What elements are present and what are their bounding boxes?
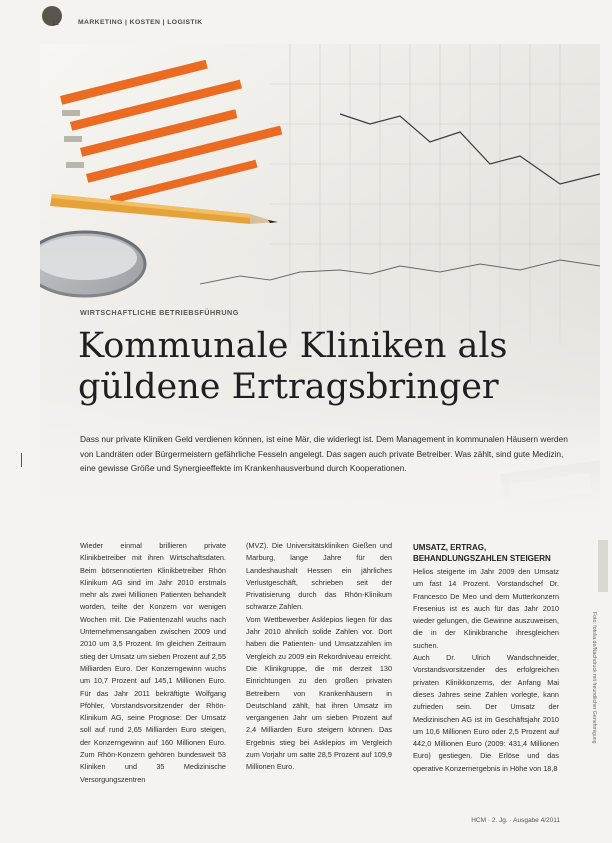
photo-credit-text: Foto: fotolia.de/Nachdruck mit freundlicher Genehmigung	[591, 612, 597, 744]
article-headline: Kommunale Kliniken als güldene Ertragsbringer	[78, 326, 508, 407]
article-column-3: Helios steigerte im Jahr 2009 den Umsatz um fast 14 Prozent. Vorstandschef Dr. Francesco De Meo und dem Mutterkonzern Fresenius ist es auch für das Jahr 2010 wieder gelungen, die Gewinne auszuweisen, die in der Klinikbranche ihresgleichen suchen. Auch Dr. Ulrich Wandschneider, Vorstandsvorsitzender des erfolgreichen privaten Klinikkonzerns, der Anfang Mai dieses Jahres seine Zahlen vorlegte, kann zufrieden sein. Der Umsatz der Medizinischen AG ist im Geschäftsjahr 2010 um 10,6 Millionen Euro oder 2,5 Prozent auf 442,0 Millionen Euro (2009: 431,4 Millionen Euro) gestiegen. Die Erlöse und das operative Konzernergebnis in Höhe von 18,8	[413, 567, 559, 773]
article-lead: Dass nur private Kliniken Geld verdienen können, ist eine Mär, die widerlegt ist. Dem Management in kommunalen Häusern werden von Landräten oder Bürgermeistern gefährliche Fesseln angelegt. Das sagen auch private Betreiber. Was zählt, sind gute Medizin, eine gewisse Größe und Synergieeffekte im Krankenhausverbund durch Kooperationen.	[80, 434, 568, 473]
page-footer: HCM · 2. Jg. · Ausgabe 4/2011	[471, 817, 560, 824]
edge-tab	[598, 540, 608, 592]
article-subhead: UMSATZ, ERTRAG, BEHANDLUNGSZAHLEN STEIGERN	[413, 543, 551, 563]
article-column-2: (MVZ). Die Universitätskliniken Gießen und Marburg, lange Jahre für den Landeshaushalt Hessen ein jährliches Verlustgeschäft, schrieben seit der Privatisierung durch das Rhön-Klinikum schwarze Zahlen. Vom Wettbewerber Asklepios liegen für das Jahr 2010 ähnlich solide Zahlen vor. Dort haben die Patienten- und Umsatzzahlen im Vergleich zu 2009 ein Rekordniveau erreicht. Die Klinikgruppe, die mit derzeit 130 Einrichtungen zu den großen privaten Betreibern von Krankenhäusern in Deutschland zählt, hat ihren Umsatz im vergangenen Jahr um sieben Prozent auf 2,4 Milliarden Euro steigern können. Das Ergebnis stieg bei Asklepios im Vergleich zum Vorjahr um satte 28,5 Prozent auf 109,9 Millionen Euro.	[246, 541, 392, 772]
article-overline: WIRTSCHAFTLICHE BETRIEBSFÜHRUNG	[80, 308, 239, 317]
photo-credit	[589, 612, 599, 812]
margin-mark	[21, 453, 22, 467]
article-column-1: Wieder einmal brillieren private Klinikbetreiber mit ihren Wirtschaftsdaten. Beim börsennotierten Klinikbetreiber Rhön Klinikum AG sind im Jahr 2010 erstmals mehr als zwei Millionen Patienten behandelt worden, teilte der Konzern vor wenigen Wochen mit. Die Patientenzahl wuchs nach Unternehmensangaben zwischen 2009 und 2010 um 3,5 Prozent. Im gleichen Zeitraum stieg der Umsatz um sieben Prozent auf 2,55 Milliarden Euro. Der Konzerngewinn wuchs um 10,7 Prozent auf 145,1 Millionen Euro. Für das Jahr 2011 bekräftigte Wolfgang Pföhler, Vorstandsvorsitzender der Rhön-Klinikum AG, seine Prognose: Der Umsatz soll auf rund 2,65 Milliarden Euro steigen, der Konzerngewinn auf 160 Millionen Euro. Zum Rhön-Konzern gehören bundesweit 53 Kliniken und 35 Medizinische Versorgungszentren	[80, 541, 227, 784]
page-number: 12	[52, 20, 60, 27]
section-label: MARKETING | KOSTEN | LOGISTIK	[78, 19, 203, 26]
